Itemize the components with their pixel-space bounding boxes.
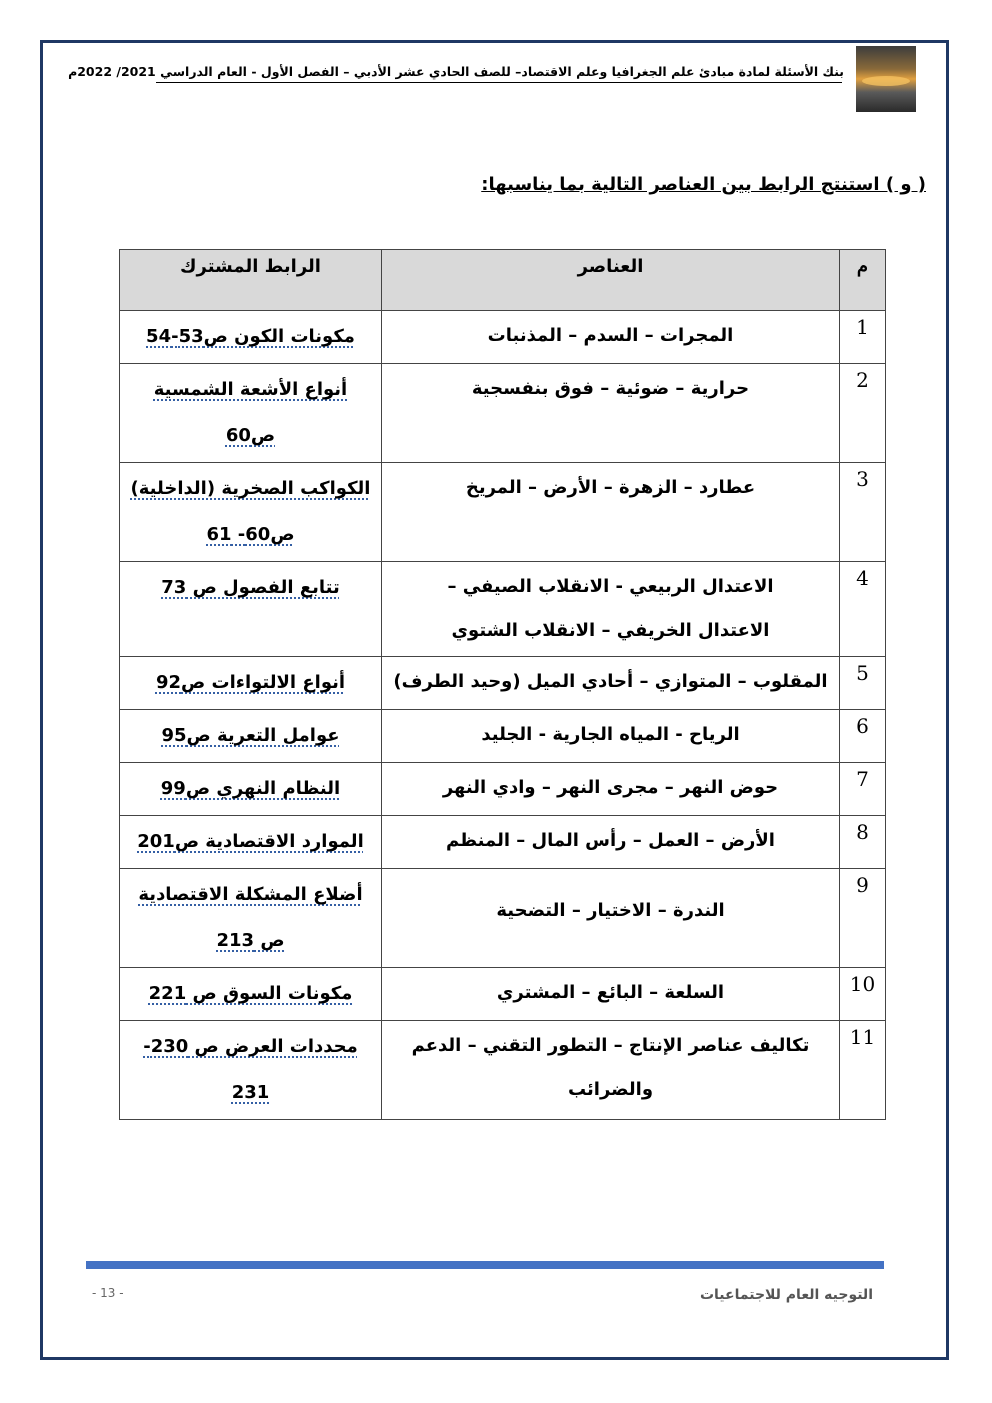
table-row bbox=[120, 869, 886, 968]
elements-line: المجرات – السدم – المذنبات bbox=[487, 325, 734, 346]
row-number: 6 bbox=[840, 710, 886, 763]
row-elements bbox=[382, 364, 840, 463]
elements-line: الأرض – العمل – رأس المال – المنظم bbox=[446, 830, 775, 851]
row-link bbox=[120, 710, 382, 763]
row-number: 9 bbox=[840, 869, 886, 968]
row-number: 3 bbox=[840, 463, 886, 562]
row-link bbox=[120, 463, 382, 562]
table-row bbox=[120, 710, 886, 763]
row-number: 5 bbox=[840, 657, 886, 710]
link-line: ص60- 61 bbox=[206, 524, 295, 545]
header-num: م bbox=[840, 250, 886, 311]
header-link: الرابط المشترك bbox=[120, 250, 382, 311]
row-elements bbox=[382, 763, 840, 816]
link-line: الكواكب الصخرية (الداخلية) bbox=[130, 478, 371, 499]
row-elements bbox=[382, 463, 840, 562]
link-line: ص 213 bbox=[216, 930, 285, 951]
row-number: 7 bbox=[840, 763, 886, 816]
link-line: النظام النهري ص99 bbox=[160, 778, 341, 799]
elements-line: تكاليف عناصر الإنتاج – التطور التقني – الدعم bbox=[411, 1035, 810, 1056]
row-elements bbox=[382, 816, 840, 869]
elements-line: المقلوب – المتوازي – أحادي الميل (وحيد الطرف) bbox=[393, 671, 828, 692]
row-elements bbox=[382, 1021, 840, 1120]
row-link bbox=[120, 763, 382, 816]
table-row bbox=[120, 1021, 886, 1120]
elements-line: والضرائب bbox=[567, 1079, 654, 1100]
link-line: أنواع الأشعة الشمسية bbox=[153, 379, 348, 400]
row-link bbox=[120, 816, 382, 869]
row-number: 1 bbox=[840, 311, 886, 364]
table-row bbox=[120, 463, 886, 562]
row-link bbox=[120, 869, 382, 968]
footer-bar bbox=[86, 1261, 884, 1269]
footer-department: التوجيه العام للاجتماعيات bbox=[699, 1287, 873, 1303]
table-row bbox=[120, 763, 886, 816]
row-link bbox=[120, 562, 382, 657]
row-elements bbox=[382, 657, 840, 710]
link-line: أنواع الالتواءات ص92 bbox=[155, 672, 346, 693]
row-link bbox=[120, 364, 382, 463]
table-header-row bbox=[120, 250, 886, 311]
page-number: - 13 - bbox=[92, 1286, 124, 1300]
header-divider bbox=[156, 82, 842, 83]
elements-line: عطارد – الزهرة – الأرض – المريخ bbox=[465, 477, 756, 498]
table-row bbox=[120, 657, 886, 710]
table-row bbox=[120, 816, 886, 869]
link-line: محددات العرض ص 230- bbox=[143, 1036, 358, 1057]
elements-line: السلعة – البائع – المشتري bbox=[496, 982, 725, 1003]
header-elements: العناصر bbox=[382, 250, 840, 311]
elements-link-table bbox=[119, 249, 886, 1120]
elements-line: الاعتدال الربيعي - الانقلاب الصيفي – bbox=[447, 576, 774, 597]
row-number: 10 bbox=[840, 968, 886, 1021]
link-line: تتابع الفصول ص 73 bbox=[161, 577, 340, 598]
link-line: الموارد الاقتصادية ص201 bbox=[137, 831, 364, 852]
table-row bbox=[120, 311, 886, 364]
row-number: 8 bbox=[840, 816, 886, 869]
table-row bbox=[120, 562, 886, 657]
link-line: مكونات السوق ص 221 bbox=[148, 983, 353, 1004]
link-line: أضلاع المشكلة الاقتصادية bbox=[138, 884, 363, 905]
header-title: بنك الأسئلة لمادة مبادئ علم الجغرافيا وعلم الاقتصاد– للصف الحادي عشر الأدبي – الفصل الأول - العام الدراسي 2021/ 2022م bbox=[68, 64, 844, 79]
row-elements bbox=[382, 869, 840, 968]
row-elements bbox=[382, 311, 840, 364]
link-line: مكونات الكون ص53-54 bbox=[146, 326, 355, 347]
row-elements bbox=[382, 710, 840, 763]
elements-line: حوض النهر – مجرى النهر – وادي النهر bbox=[442, 777, 779, 798]
table-row bbox=[120, 968, 886, 1021]
row-elements bbox=[382, 562, 840, 657]
elements-line: حرارية – ضوئية – فوق بنفسجية bbox=[471, 378, 750, 399]
row-number: 4 bbox=[840, 562, 886, 657]
row-link bbox=[120, 1021, 382, 1120]
question-title: ( و ) استنتج الرابط بين العناصر التالية بما يناسبها: bbox=[481, 174, 926, 195]
row-number: 2 bbox=[840, 364, 886, 463]
elements-line: الندرة – الاختيار – التضحية bbox=[496, 900, 725, 921]
earth-sunset-logo-icon bbox=[856, 46, 916, 112]
table-row bbox=[120, 364, 886, 463]
link-line: 231 bbox=[231, 1082, 270, 1103]
link-line: عوامل التعرية ص95 bbox=[161, 725, 340, 746]
elements-line: الاعتدال الخريفي – الانقلاب الشتوي bbox=[451, 620, 770, 641]
link-line: ص60 bbox=[225, 425, 276, 446]
row-elements bbox=[382, 968, 840, 1021]
row-number: 11 bbox=[840, 1021, 886, 1120]
elements-line: الرياح - المياه الجارية - الجليد bbox=[481, 724, 740, 745]
row-link bbox=[120, 657, 382, 710]
row-link bbox=[120, 311, 382, 364]
row-link bbox=[120, 968, 382, 1021]
